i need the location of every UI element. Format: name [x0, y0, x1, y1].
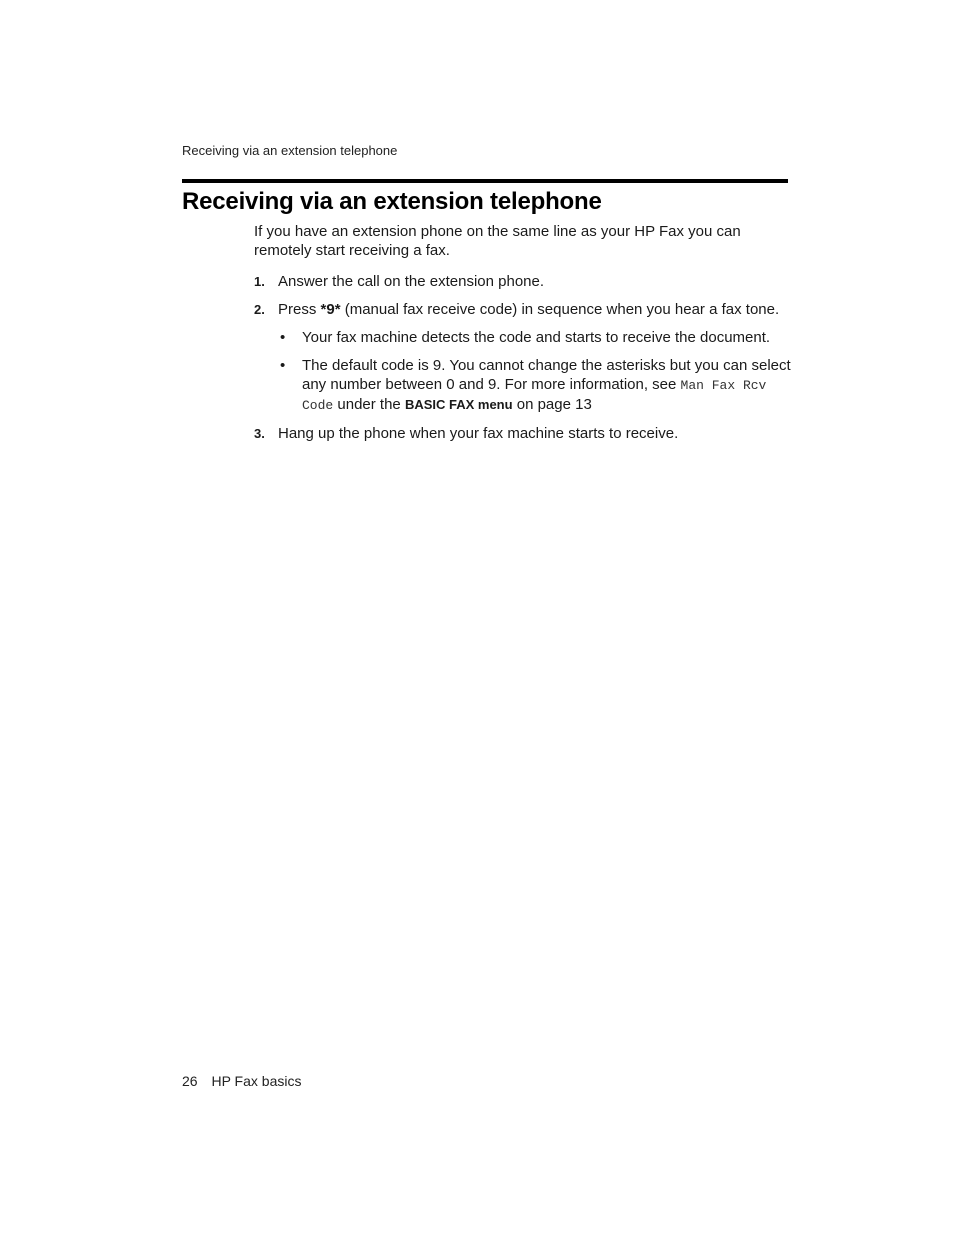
chapter-title: HP Fax basics: [211, 1073, 302, 1089]
bullet-text-before: The default code is 9. You cannot change the asterisks but you can select any number between 0 and 9. For more information, see: [302, 357, 791, 393]
step-text-after: (manual fax receive code) in sequence when you hear a fax tone.: [340, 301, 780, 318]
bullet-icon: •: [280, 329, 286, 346]
receive-code: *9*: [320, 301, 341, 318]
step-text: Answer the call on the extension phone.: [278, 273, 545, 290]
section-rule: [182, 179, 788, 183]
step-2: [254, 300, 794, 415]
bullet-text: Your fax machine detects the code and starts to receive the document.: [302, 329, 771, 346]
step-text: Hang up the phone when your fax machine starts to receive.: [278, 425, 679, 442]
step-3: [254, 424, 794, 443]
page-number: 26: [182, 1073, 198, 1089]
section-title: Receiving via an extension telephone: [182, 188, 602, 215]
step-text-before: Press: [278, 301, 321, 318]
step-2-bullets: [278, 328, 794, 415]
bullet-text-after: on page 13: [512, 396, 592, 413]
bullet-item: [278, 356, 794, 415]
bullet-icon: •: [280, 357, 286, 374]
menu-name: BASIC FAX menu: [404, 397, 513, 412]
section-body: [254, 222, 794, 452]
bullet-text-middle: under the: [333, 396, 405, 413]
step-number: 1.: [254, 274, 265, 289]
step-number: 2.: [254, 302, 265, 317]
bullet-item: [278, 328, 794, 347]
running-header: Receiving via an extension telephone: [182, 143, 398, 158]
step-number: 3.: [254, 426, 265, 441]
page-footer: [182, 1072, 301, 1090]
intro-paragraph: If you have an extension phone on the same line as your HP Fax you can remotely start receiving a fax.: [254, 223, 741, 259]
setting-name: Man Fax Rcv Code: [302, 378, 767, 413]
step-1: [254, 272, 794, 291]
